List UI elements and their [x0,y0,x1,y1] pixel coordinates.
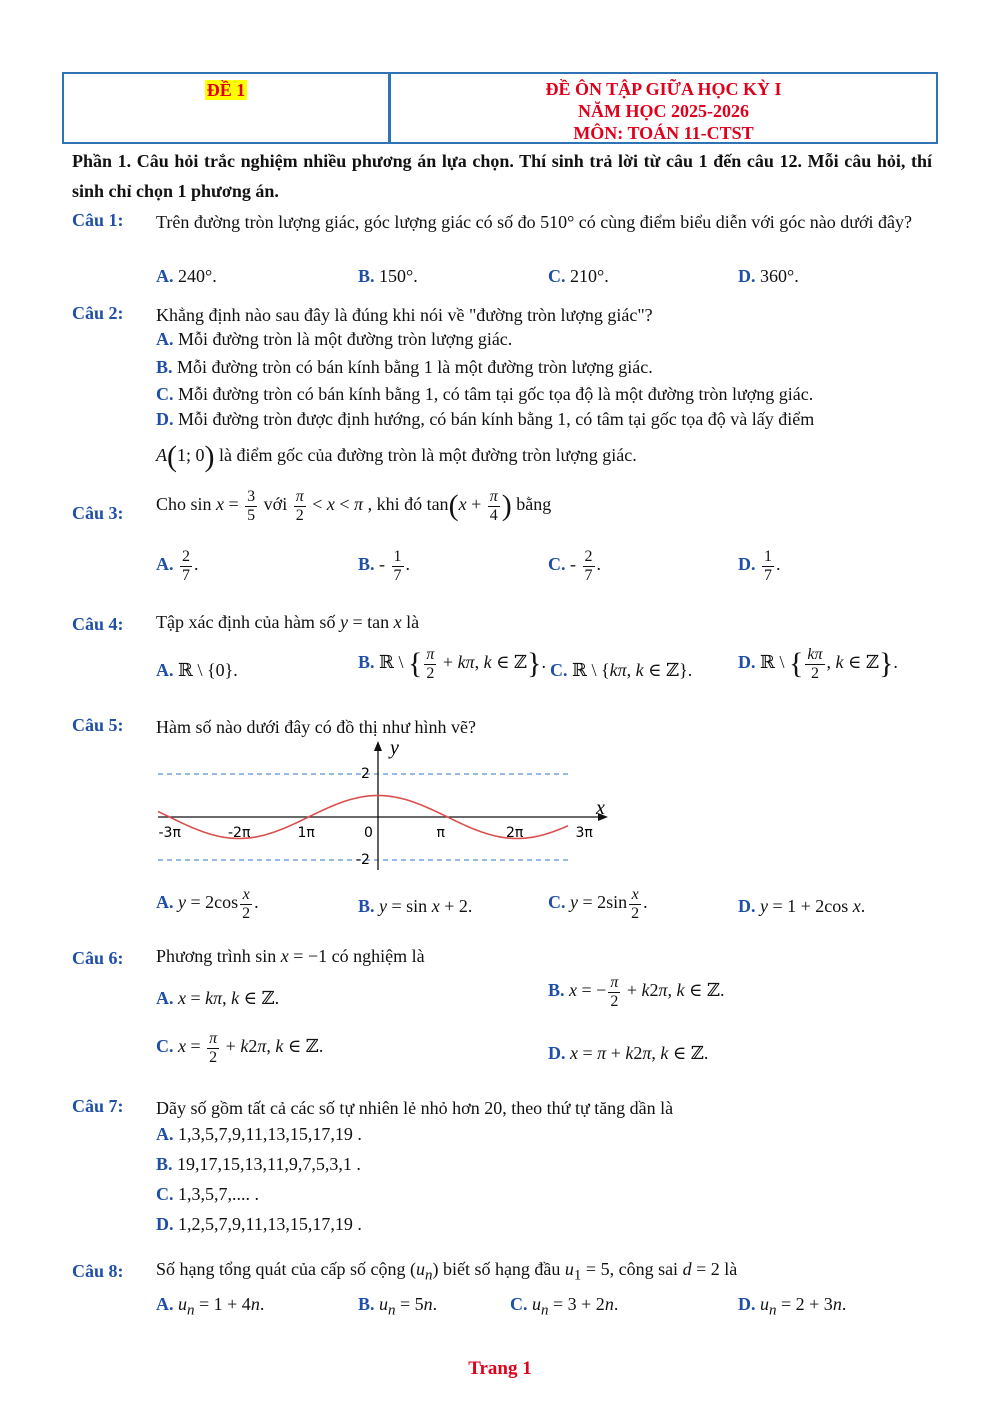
q6-option-c[interactable]: C. x = $\frac{\pi}{2}$ + k2π, k ∈ ℤ. [156,1030,324,1066]
graph-y-label: y [390,738,399,759]
q1-option-d[interactable]: D. 360°. [738,266,799,286]
q4-option-d[interactable]: D. ℝ \ { $\frac{k\pi}{2}$ , k ∈ ℤ}. [738,646,898,682]
graph-tick-label: -2π [228,825,251,841]
q7-option-a[interactable]: A. 1,3,5,7,9,11,13,15,17,19 . [156,1124,362,1144]
header-right [391,78,936,144]
graph-tick-label: π [436,825,445,841]
q4-option-c[interactable]: C. ℝ \ {kπ, k ∈ ℤ}. [550,660,693,680]
q7-label: Câu 7: [72,1096,124,1116]
q2-option-c[interactable]: C. Mỗi đường tròn có bán kính bằng 1, có tâm tại gốc tọa độ là một đường tròn lượng giác. [156,384,814,404]
q2-option-a[interactable]: A. Mỗi đường tròn là một đường tròn lượng giác. [156,329,513,349]
q6-option-d[interactable]: D. x = π + k2π, k ∈ ℤ. [548,1043,709,1063]
graph-tick-label: -3π [158,825,181,841]
header-table [62,72,938,144]
q2-option-d[interactable]: D. Mỗi đường tròn được định hướng, có bán kính bằng 1, có tâm tại gốc tọa độ và lấy điểm [156,409,815,429]
q6-label: Câu 6: [72,948,124,968]
q3-label: Câu 3: [72,503,124,523]
q4-option-a[interactable]: A. ℝ \ {0}. [156,660,238,680]
exam-code: ĐỀ 1 [206,80,246,100]
q7-text: Dãy số gồm tất cả các số tự nhiên lẻ nhỏ hơn 20, theo thứ tự tăng dần là [156,1098,674,1118]
part1-instructions: Phần 1. Câu hỏi trắc nghiệm nhiều phương án lựa chọn. Thí sinh trả lời từ câu 1 đến câu 12. Mỗi câu hỏi, thí sinh chỉ chọn 1 phương án. [72,151,932,201]
q5-option-b[interactable]: B. y = sin x + 2. [358,896,473,916]
header-title: ĐỀ ÔN TẬP GIỮA HỌC KỲ I [545,79,782,99]
q2-text: Khẳng định nào sau đây là đúng khi nói về "đường tròn lượng giác"? [156,305,653,325]
header-year: NĂM HỌC 2025-2026 [578,101,749,121]
q5-option-c[interactable]: C. y = 2sin $\frac{x}{2}$ . [548,886,648,922]
q4-option-b[interactable]: B. ℝ \ { $\frac{\pi}{2}$ + kπ, k ∈ ℤ}. [358,646,546,682]
q3-text: Cho sin x = $\frac{3}{5}$ với $\frac{\pi}{2}$ < x < π , khi đó tan(x + $\frac{\pi}{4}$ ) bằng [156,488,552,524]
q6-text: Phương trình sin x = −1 có nghiệm là [156,946,425,966]
q8-option-c[interactable]: C. $u_n = 3 + 2n$. [510,1294,619,1319]
q2-option-b[interactable]: B. Mỗi đường tròn có bán kính bằng 1 là một đường tròn lượng giác. [156,357,653,377]
q1-option-c[interactable]: C. 210°. [548,266,609,286]
q5-option-a[interactable]: A. y = 2cos $\frac{x}{2}$ . [156,886,259,922]
q8-text: Số hạng tổng quát của cấp số cộng $(u_n)$ biết số hạng đầu $u_1 = 5$, công sai d = 2 là [156,1259,738,1284]
q3-option-c[interactable]: C. - $\frac{2}{7}$ . [548,548,601,584]
q5-label: Câu 5: [72,715,124,735]
q3-option-b[interactable]: B. - $\frac{1}{7}$ . [358,548,411,584]
q3-option-a[interactable]: A. $\frac{2}{7}$ . [156,548,199,584]
q8-label: Câu 8: [72,1261,124,1281]
q2-label: Câu 2: [72,303,124,323]
page-footer: Trang 1 [468,1358,532,1379]
q2-option-d-cont: A(1; 0) là điểm gốc của đường tròn là một đường tròn lượng giác. [156,440,637,473]
header-left [64,80,388,101]
q1-text: Trên đường tròn lượng giác, góc lượng giác có số đo 510° có cùng điểm biểu diễn với góc nào dưới đây? [156,212,913,232]
q5-graph [150,738,620,870]
graph-y-arrow-icon [374,741,382,751]
q4-label: Câu 4: [72,614,124,634]
q1-label: Câu 1: [72,210,124,230]
graph-tick-label: 1π [297,825,315,841]
header-subject: MÔN: TOÁN 11-CTST [573,123,754,143]
q1-option-b[interactable]: B. 150°. [358,266,418,286]
q4-text: Tập xác định của hàm số y = tan x là [156,612,420,632]
graph-x-label: x [596,797,605,819]
graph-tick-label: 3π [575,825,593,841]
q6-option-a[interactable]: A. x = kπ, k ∈ ℤ. [156,988,280,1008]
q6-option-b[interactable]: B. x = − $\frac{\pi}{2}$ + k2π, k ∈ ℤ. [548,974,725,1010]
graph-ymax-label: 2 [361,766,370,782]
q8-option-d[interactable]: D. $u_n = 2 + 3n$. [738,1294,847,1319]
graph-ymin-label: -2 [356,852,370,868]
q7-option-c[interactable]: C. 1,3,5,7,.... . [156,1184,259,1204]
q3-option-d[interactable]: D. $\frac{1}{7}$ . [738,548,781,584]
q7-option-d[interactable]: D. 1,2,5,7,9,11,13,15,17,19 . [156,1214,362,1234]
q5-option-d[interactable]: D. y = 1 + 2cos x. [738,896,866,916]
q7-option-b[interactable]: B. 19,17,15,13,11,9,7,5,3,1 . [156,1154,361,1174]
q1-option-a[interactable]: A. 240°. [156,266,217,286]
q5-text: Hàm số nào dưới đây có đồ thị như hình vẽ? [156,717,476,737]
q8-option-b[interactable]: B. $u_n = 5n$. [358,1294,438,1319]
graph-tick-label: 2π [506,825,524,841]
q8-option-a[interactable]: A. $u_n = 1 + 4n$. [156,1294,265,1319]
graph-tick-label: 0 [364,825,373,841]
